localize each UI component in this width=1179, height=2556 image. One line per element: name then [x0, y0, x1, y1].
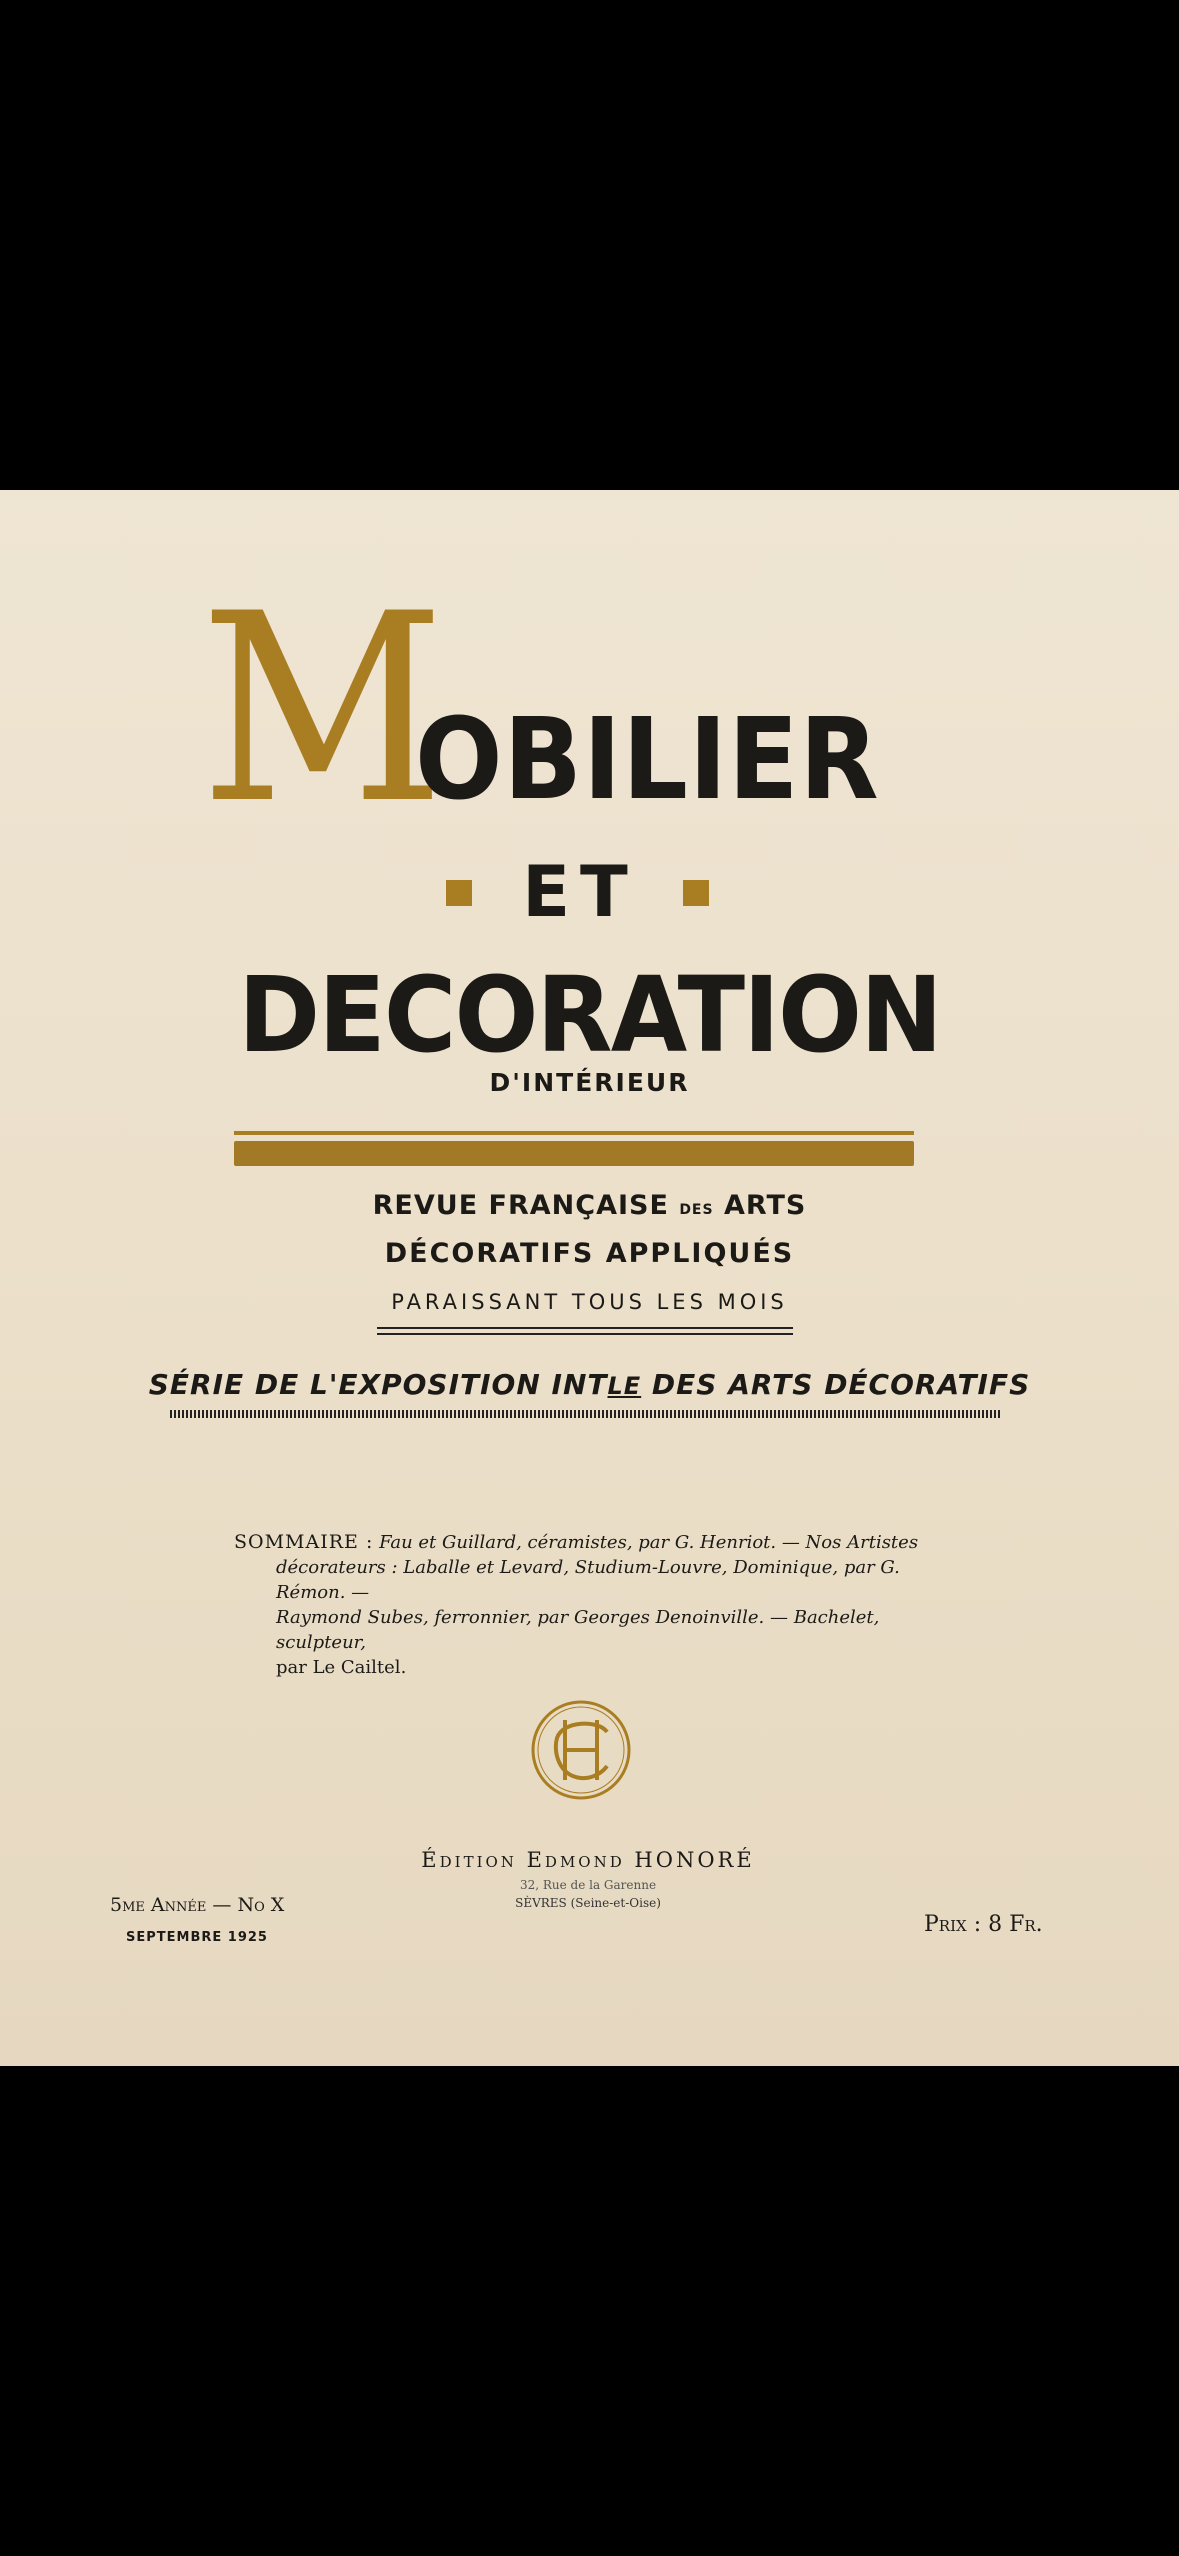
masthead — [0, 559, 1179, 861]
serie-heading — [0, 1368, 1179, 1401]
serie-text-b: DES ARTS DÉCORATIFS — [641, 1368, 1031, 1401]
revue-line-3: PARAISSANT TOUS LES MOIS — [391, 1290, 788, 1314]
gold-square-ornament — [446, 880, 472, 906]
publisher-address-2: SÈVRES (Seine-et-Oise) — [515, 1896, 661, 1910]
et-row — [0, 852, 1179, 932]
title-decoration: DECORATION — [238, 954, 941, 1076]
gold-divider-thick — [234, 1141, 914, 1166]
sommaire-text: Fau et Guillard, céramistes, par G. Henriot. — Nos Artistes — [379, 1532, 919, 1553]
sommaire-line: par Le Cailtel. — [276, 1657, 407, 1678]
gold-square-ornament — [683, 880, 709, 906]
title-subtitle: D'INTÉRIEUR — [489, 1068, 690, 1097]
sommaire-line: Raymond Subes, ferronnier, par Georges Denoinville. — Bachelet, sculpteur, — [276, 1607, 880, 1653]
gold-divider-thin — [234, 1131, 914, 1135]
price: Prix : 8 Fr. — [924, 1912, 1043, 1937]
revue-line-1b: des — [679, 1195, 714, 1219]
issue-date: SEPTEMBRE 1925 — [126, 1930, 268, 1945]
sommaire-line — [234, 1530, 934, 1555]
sommaire-line: décorateurs : Laballe et Levard, Studium-Louvre, Dominique, par G. Rémon. — — [276, 1557, 900, 1603]
serie-superscript: LE — [607, 1372, 642, 1400]
title-et: ET — [522, 851, 638, 933]
issue-number: 5me Année — No X — [110, 1894, 285, 1916]
revue-line-2: DÉCORATIFS APPLIQUÉS — [384, 1238, 795, 1269]
double-rule-top — [377, 1327, 793, 1329]
table-of-contents — [234, 1530, 934, 1680]
sommaire-label: SOMMAIRE : — [234, 1531, 374, 1553]
serie-text-a: SÉRIE DE L'EXPOSITION INT — [148, 1368, 608, 1401]
publisher-address-1: 32, Rue de la Garenne — [519, 1878, 657, 1892]
title-rest: OBILIER — [415, 695, 880, 825]
revue-line-1c: ARTS — [713, 1190, 807, 1221]
magazine-cover[interactable] — [0, 490, 1179, 2066]
dotted-rule — [170, 1410, 1000, 1418]
publisher: Édition Edmond HONORÉ — [421, 1848, 755, 1872]
revue-line-1 — [0, 1190, 1179, 1221]
eh-monogram-icon — [529, 1698, 633, 1802]
double-rule-bottom — [377, 1333, 793, 1335]
revue-line-1a: REVUE FRANÇAISE — [372, 1190, 680, 1221]
title-initial: M — [200, 559, 445, 861]
